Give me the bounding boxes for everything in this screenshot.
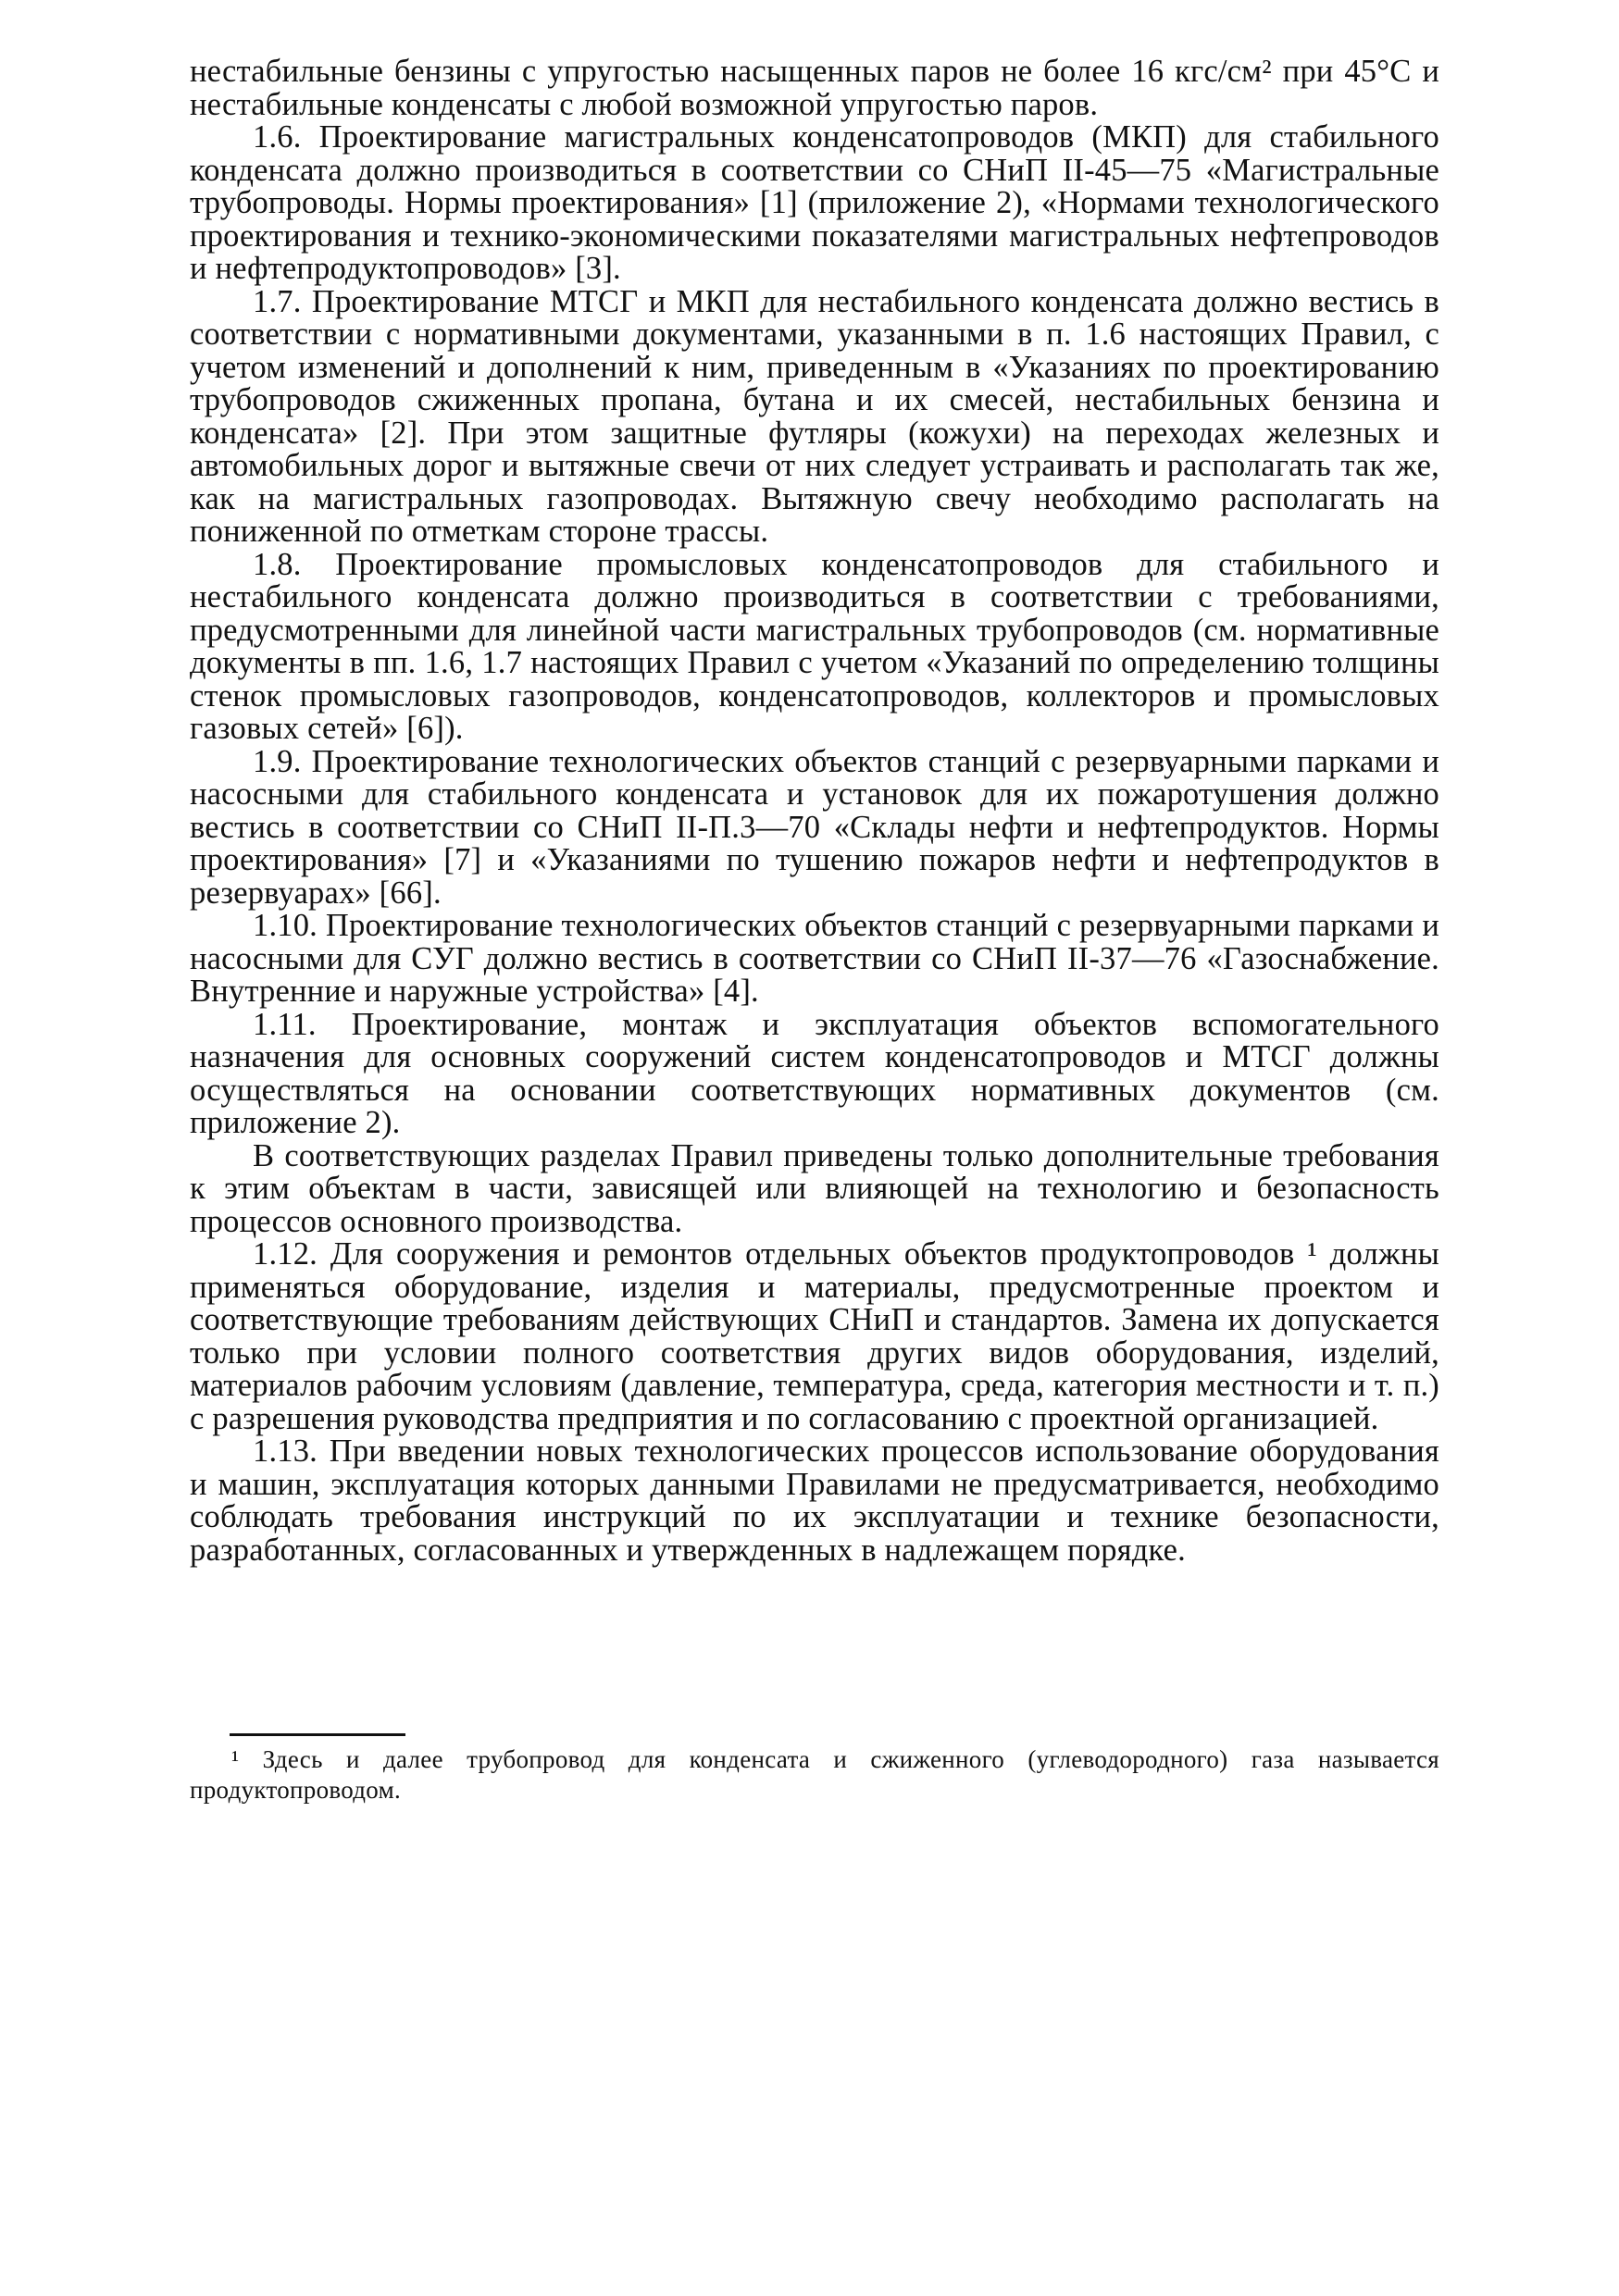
footnote-divider (230, 1733, 405, 1736)
paragraph-1-11-note: В соответствующих разделах Правил приведены только дополнительные требования к этим объектам в части, зависящей или влияющей на технологию и безопасность процессов основного производства. (190, 1137, 1439, 1239)
paragraph-1-12: 1.12. Для сооружения и ремонтов отдельных объектов продуктопроводов ¹ должны применяться оборудование, изделия и материалы, предусмотренные проектом и соответствующие требованиям действующих СНиП и стандартов. Замена их допускается только при условии полного соответствия других видов оборудования, изделий, материалов рабочим условиям (давление, температура, среда, категория местности и т. п.) с разрешения руководства предприятия и по согласованию с проектной организацией. (190, 1236, 1439, 1436)
paragraph-1-13: 1.13. При введении новых технологических процессов использование оборудования и машин, эксплуатация которых данными Правилами не предусматривается, необходимо соблюдать требования инструкций по их эксплуатации и технике безопасности, разработанных, согласованных и утвержденных в надлежащем порядке. (190, 1433, 1439, 1568)
body-text (190, 56, 1439, 1567)
paragraph-1-9: 1.9. Проектирование технологических объектов станций с резервуарными парками и насосными для стабильного конденсата и установок для их пожаротушения должно вестись в соответствии со СНиП II-П.3—70 «Склады нефти и нефтепродуктов. Нормы проектирования» [7] и «Указаниями по тушению пожаров нефти и нефтепродуктов в резервуарах» [66]. (190, 743, 1439, 911)
paragraph-1-7: 1.7. Проектирование МТСГ и МКП для нестабильного конденсата должно вестись в соответствии с нормативными документами, указанными в п. 1.6 настоящих Правил, с учетом изменений и дополнений к ним, приведенным в «Указаниях по проектированию трубопроводов сжиженных пропана, бутана и их смесей, нестабильных бензина и конденсата» [2]. При этом защитные футляры (кожухи) на переходах железных и автомобильных дорог и вытяжные свечи от них следует устраивать и располагать так же, как на магистральных газопроводах. Вытяжную свечу необходимо располагать на пониженной по отметкам стороне трассы. (190, 283, 1439, 549)
footnote: ¹ Здесь и далее трубопровод для конденсата и сжиженного (углеводородного) газа называется продуктопроводом. (190, 1745, 1439, 1804)
paragraph-1-6: 1.6. Проектирование магистральных конденсатопроводов (МКП) для стабильного конденсата должно производиться в соответствии со СНиП II-45—75 «Магистральные трубопроводы. Нормы проектирования» [1] (приложение 2), «Нормами технологического проектирования и технико-экономическими показателями магистральных нефтепроводов и нефтепродуктопроводов» [3]. (190, 119, 1439, 286)
paragraph-1-10: 1.10. Проектирование технологических объектов станций с резервуарными парками и насосными для СУГ должно вестись в соответствии со СНиП II-37—76 «Газоснабжение. Внутренние и наружные устройства» [4]. (190, 908, 1439, 1009)
paragraph-continuation: нестабильные бензины с упругостью насыщенных паров не более 16 кгс/см² при 45°С и нестабильные конденсаты с любой возможной упругостью паров. (190, 54, 1439, 122)
paragraph-1-11: 1.11. Проектирование, монтаж и эксплуатация объектов вспомогательного назначения для основных сооружений систем конденсатопроводов и МТСГ должны осуществляться на основании соответствующих нормативных документов (см. приложение 2). (190, 1006, 1439, 1140)
paragraph-1-8: 1.8. Проектирование промысловых конденсатопроводов для стабильного и нестабильного конденсата должно производиться в соответствии с требованиями, предусмотренными для линейной части магистральных трубопроводов (см. нормативные документы в пп. 1.6, 1.7 настоящих Правил с учетом «Указаний по определению толщины стенок промысловых газопроводов, конденсатопроводов, коллекторов и промысловых газовых сетей» [6]). (190, 546, 1439, 746)
